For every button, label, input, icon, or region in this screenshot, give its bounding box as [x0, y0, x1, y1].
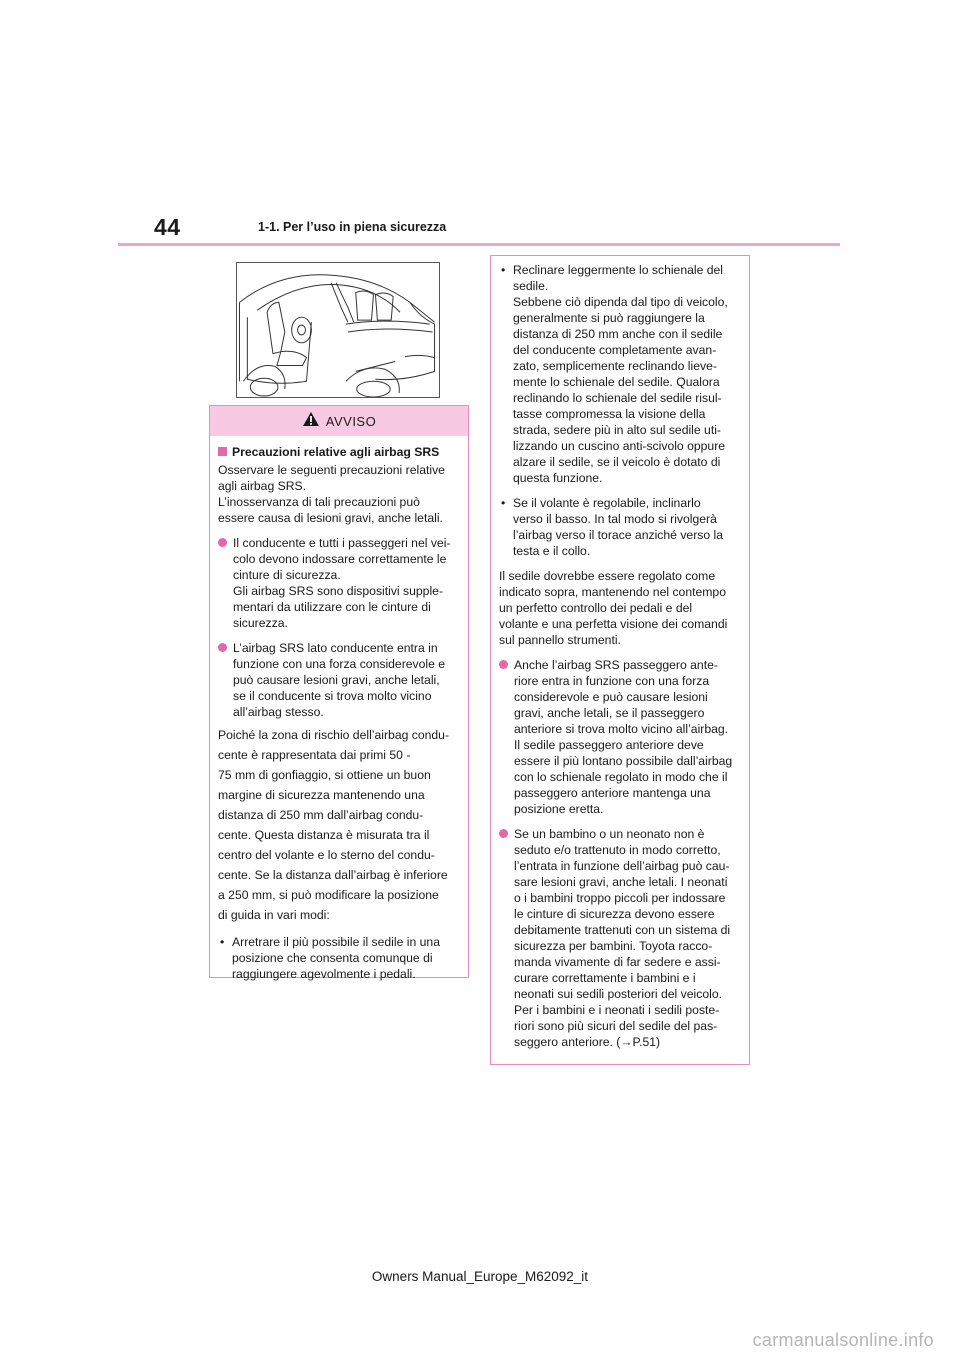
round-bullet-icon: [499, 660, 508, 669]
right-bullet-1-text: Anche l’airbag SRS passeggero ante- riore entra in funzione con una forza considerevole e può causare lesioni gravi, anche letali, se il passeggero anteriore si trova molto vicino all’airbag. Il sedile passeggero anteriore deve essere il più lontano possibile dall’airbag con lo schienale regolato in modo che il passeggero anteriore mantenga una posizione eretta.: [514, 658, 733, 816]
warning-header: [210, 406, 468, 436]
warning-bullet-1: [218, 535, 460, 631]
right-bullet-1: [499, 657, 741, 817]
warning-continued-box: [490, 255, 750, 1065]
square-bullet-icon: [218, 447, 227, 456]
warning-bullet-2-text: L’airbag SRS lato conducente entra in funzione con una forza considerevole e può causare lesioni gravi, anche letali, se il conducente si trova molto vicino all’airbag stesso.: [233, 641, 446, 719]
round-bullet-icon: [218, 643, 227, 652]
right-dash-item-1: [499, 262, 741, 486]
right-dash-item-2: [499, 495, 741, 559]
warning-body: [210, 436, 468, 982]
warning-dash-item-1: [218, 934, 460, 982]
warning-triangle-icon: [302, 411, 320, 432]
warning-bullet-2: [218, 640, 460, 720]
car-interior-illustration: [236, 262, 440, 398]
right-dash-item-2-text: Se il volante è regolabile, inclinarlo verso il basso. In tal modo si rivolgerà l’airbag verso il torace anziché verso la testa e il collo.: [513, 496, 723, 558]
warning-intro: Osservare le seguenti precauzioni relative agli airbag SRS. L’inosservanza di tali precauzioni può essere causa di lesioni gravi, anche letali.: [218, 463, 445, 525]
warning-heading-row: [218, 444, 460, 460]
right-dash-item-1-text: Reclinare leggermente lo schienale del sedile. Sebbene ciò dipenda dal tipo di veicolo, generalmente si può raggiungere la distanza di 250 mm anche con il sedile del conducente completamente avan- zato, semplicemente reclinando lieve- mente lo schienale del sedile. Qualora reclinando lo schienale del sedile risul- tasse compromessa la visione della strada, sedere più in alto sul sedile uti- lizzando un cuscino anti-scivolo oppure alzare il sedile, se il veicolo è dotato di questa funzione.: [513, 263, 728, 485]
round-bullet-icon: [218, 538, 227, 547]
warning-bullet-1-text: Il conducente e tutti i passeggeri nel vei- colo devono indossare correttamente le cinture di sicurezza. Gli airbag SRS sono dispositivi supple- mentari da utilizzare con le cinture di sicurezza.: [233, 536, 451, 630]
right-paragraph: Il sedile dovrebbe essere regolato come indicato sopra, mantenendo nel contempo un perfetto controllo dei pedali e del volante e una perfetta visione dei comandi sul pannello strumenti.: [499, 569, 728, 647]
page-number: 44: [154, 214, 181, 240]
section-title: 1-1. Per l’uso in piena sicurezza: [258, 220, 447, 234]
warning-paragraph: Poiché la zona di rischio dell’airbag condu- cente è rappresentata dai primi 50 - 75 mm di gonfiaggio, si ottiene un buon margine di sicurezza mantenendo una distanza di 250 mm dall’airbag condu- cente. Questa distanza è misurata tra il centro del volante e lo sterno del condu- cente. Se la distanza dall’airbag è inferiore a 250 mm, si può modificare la posizione di guida in vari modi:: [218, 728, 450, 922]
dash-bullet: •: [501, 496, 506, 510]
warning-dash-item-1-text: Arretrare il più possibile il sedile in una posizione che consenta comunque di raggiungere agevolmente i pedali.: [232, 935, 440, 981]
header-divider: [118, 243, 840, 246]
footer-manual-id: Owners Manual_Europe_M62092_it: [371, 1269, 589, 1284]
watermark: carmanualsonline.info: [752, 1330, 934, 1350]
right-bullet-2: [499, 826, 741, 1050]
right-bullet-2-text: Se un bambino o un neonato non è seduto e/o trattenuto in modo corretto, l’entrata in funzione dell’airbag può cau- sare lesioni gravi, anche letali. I neonati o i bambini troppo piccoli per indossare le cinture di sicurezza devono essere debitamente trattenuti con un sistema di sicurezza per bambini. Toyota racco- manda vivamente di far sedere e assi- curare correttamente i bambini e i neonati sui sedili posteriori del veicolo. Per i bambini e i neonati i sedili poste- riori sono più sicuri del sedile del pas- seggero anteriore. (→P.51): [514, 827, 731, 1049]
warning-heading: Precauzioni relative agli airbag SRS: [232, 445, 440, 459]
warning-title: AVVISO: [325, 413, 377, 429]
round-bullet-icon: [499, 829, 508, 838]
dash-bullet: •: [220, 935, 225, 949]
warning-box: [209, 405, 469, 981]
dash-bullet: •: [501, 263, 506, 277]
